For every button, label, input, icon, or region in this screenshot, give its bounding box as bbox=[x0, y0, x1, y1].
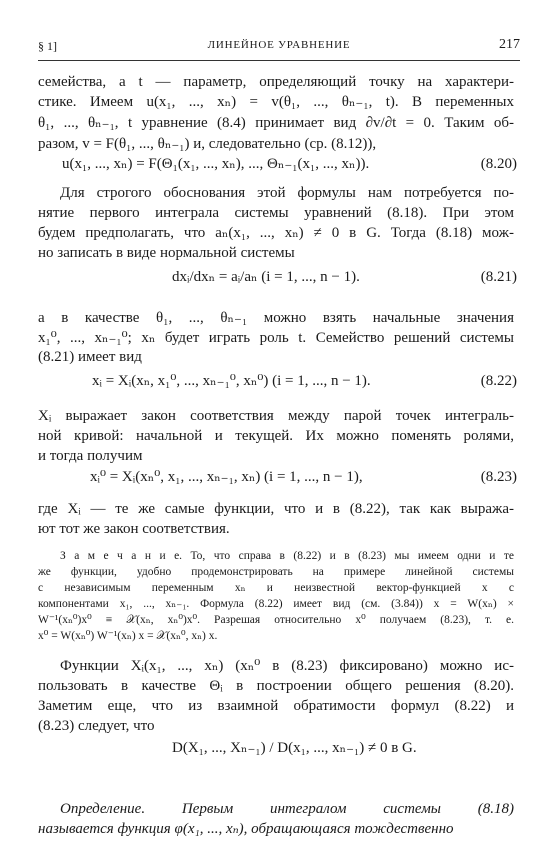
remark-line: же функции, удобно продемонстрировать на примере линейной системы bbox=[38, 566, 514, 578]
definition-line: называется функция φ(x₁, ..., xₙ), обращающаяся тождественно bbox=[38, 821, 454, 837]
equation-number: (8.22) bbox=[480, 373, 517, 389]
text-line: и тогда получим bbox=[38, 448, 143, 464]
text-line: разом, v = F(θ₁, ..., θₙ₋₁) и, следовательно (ср. (8.12)), bbox=[38, 136, 377, 152]
text-line: где Xᵢ — те же самые функции, что и в (8.22), так как выража- bbox=[38, 501, 514, 517]
text-line: θ₁, ..., θₙ₋₁, t уравнение (8.4) принимает вид ∂v/∂t = 0. Таким об- bbox=[38, 115, 514, 131]
header-rule bbox=[38, 60, 520, 61]
equation-number: (8.20) bbox=[480, 156, 517, 172]
remark-line: с независимым переменным xₙ и неизвестной вектор-функцией x с bbox=[38, 582, 514, 594]
text-line: Xᵢ выражает закон соответствия между парой точек интеграль- bbox=[38, 408, 514, 424]
equation-8-23: xᵢ⁰ = Xᵢ(xₙ⁰, x₁, ..., xₙ₋₁, xₙ) (i = 1, ..., n − 1), bbox=[90, 469, 363, 485]
remark-line: З а м е ч а н и е. То, что справа в (8.22) и в (8.23) мы имеем одни и те bbox=[60, 550, 514, 562]
text-line: Заметим еще, что из взаимной обратимости формул (8.22) и bbox=[38, 698, 514, 714]
text-line: ной кривой: начальной и текущей. Их можно поменять ролями, bbox=[38, 428, 514, 444]
equation-number: (8.21) bbox=[480, 269, 517, 285]
section-marker: § 1] bbox=[38, 39, 57, 53]
jacobian-condition: D(X₁, ..., Xₙ₋₁) / D(x₁, ..., xₙ₋₁) ≠ 0 в G. bbox=[172, 740, 417, 756]
text-line: x₁⁰, ..., xₙ₋₁⁰; xₙ будет играть роль t. Семейство решений системы bbox=[38, 330, 514, 346]
text-line: нятие первого интеграла системы уравнений (8.18). При этом bbox=[38, 205, 514, 221]
text-line: а в качестве θ₁, ..., θₙ₋₁ можно взять начальные значения bbox=[38, 310, 514, 326]
remark-line: компонентами x₁, ..., xₙ₋₁. Формула (8.22) имеет вид (см. (3.84)) x = W(xₙ) × bbox=[38, 598, 514, 610]
page-number: 217 bbox=[499, 37, 520, 52]
text-line: ют тот же закон соответствия. bbox=[38, 521, 230, 537]
definition-line: Определение. Первым интегралом системы (8.18) bbox=[60, 801, 514, 817]
equation-number: (8.23) bbox=[480, 469, 517, 485]
text-line: Функции Xᵢ(x₁, ..., xₙ) (xₙ⁰ в (8.23) фиксировано) можно ис- bbox=[60, 658, 514, 674]
text-line: семейства, а t — параметр, определяющий точку на характери- bbox=[38, 74, 514, 90]
remark-line: x⁰ = W(xₙ⁰) W⁻¹(xₙ) x = 𝒳(xₙ⁰, xₙ) x. bbox=[38, 630, 218, 642]
text-line: пользовать в качестве Θᵢ в построении общего решения (8.20). bbox=[38, 678, 514, 694]
text-line: стике. Имеем u(x₁, ..., xₙ) = v(θ₁, ..., θₙ₋₁, t). В переменных bbox=[38, 94, 514, 110]
equation-8-21: dxᵢ/dxₙ = aᵢ/aₙ (i = 1, ..., n − 1). bbox=[172, 269, 360, 285]
running-title: ЛИНЕЙНОЕ УРАВНЕНИЕ bbox=[207, 39, 351, 51]
text-line: будем предполагать, что aₙ(x₁, ..., xₙ) ≠ 0 в G. Тогда (8.18) мож- bbox=[38, 225, 514, 241]
remark-line: W⁻¹(xₙ⁰)x⁰ ≡ 𝒳(xₙ, xₙ⁰)x⁰. Разрешая относительно x⁰ получаем (8.23), т. е. bbox=[38, 614, 514, 626]
text-line: Для строгого обоснования этой формулы нам потребуется по- bbox=[60, 185, 514, 201]
text-line: (8.21) имеет вид bbox=[38, 349, 142, 365]
equation-8-20: u(x₁, ..., xₙ) = F(Θ₁(x₁, ..., xₙ), ..., Θₙ₋₁(x₁, ..., xₙ)). bbox=[62, 156, 370, 172]
text-line: (8.23) следует, что bbox=[38, 718, 155, 734]
equation-8-22: xᵢ = Xᵢ(xₙ, x₁⁰, ..., xₙ₋₁⁰, xₙ⁰) (i = 1, ..., n − 1). bbox=[92, 373, 371, 389]
text-line: но записать в виде нормальной системы bbox=[38, 245, 295, 261]
running-header bbox=[38, 37, 520, 55]
